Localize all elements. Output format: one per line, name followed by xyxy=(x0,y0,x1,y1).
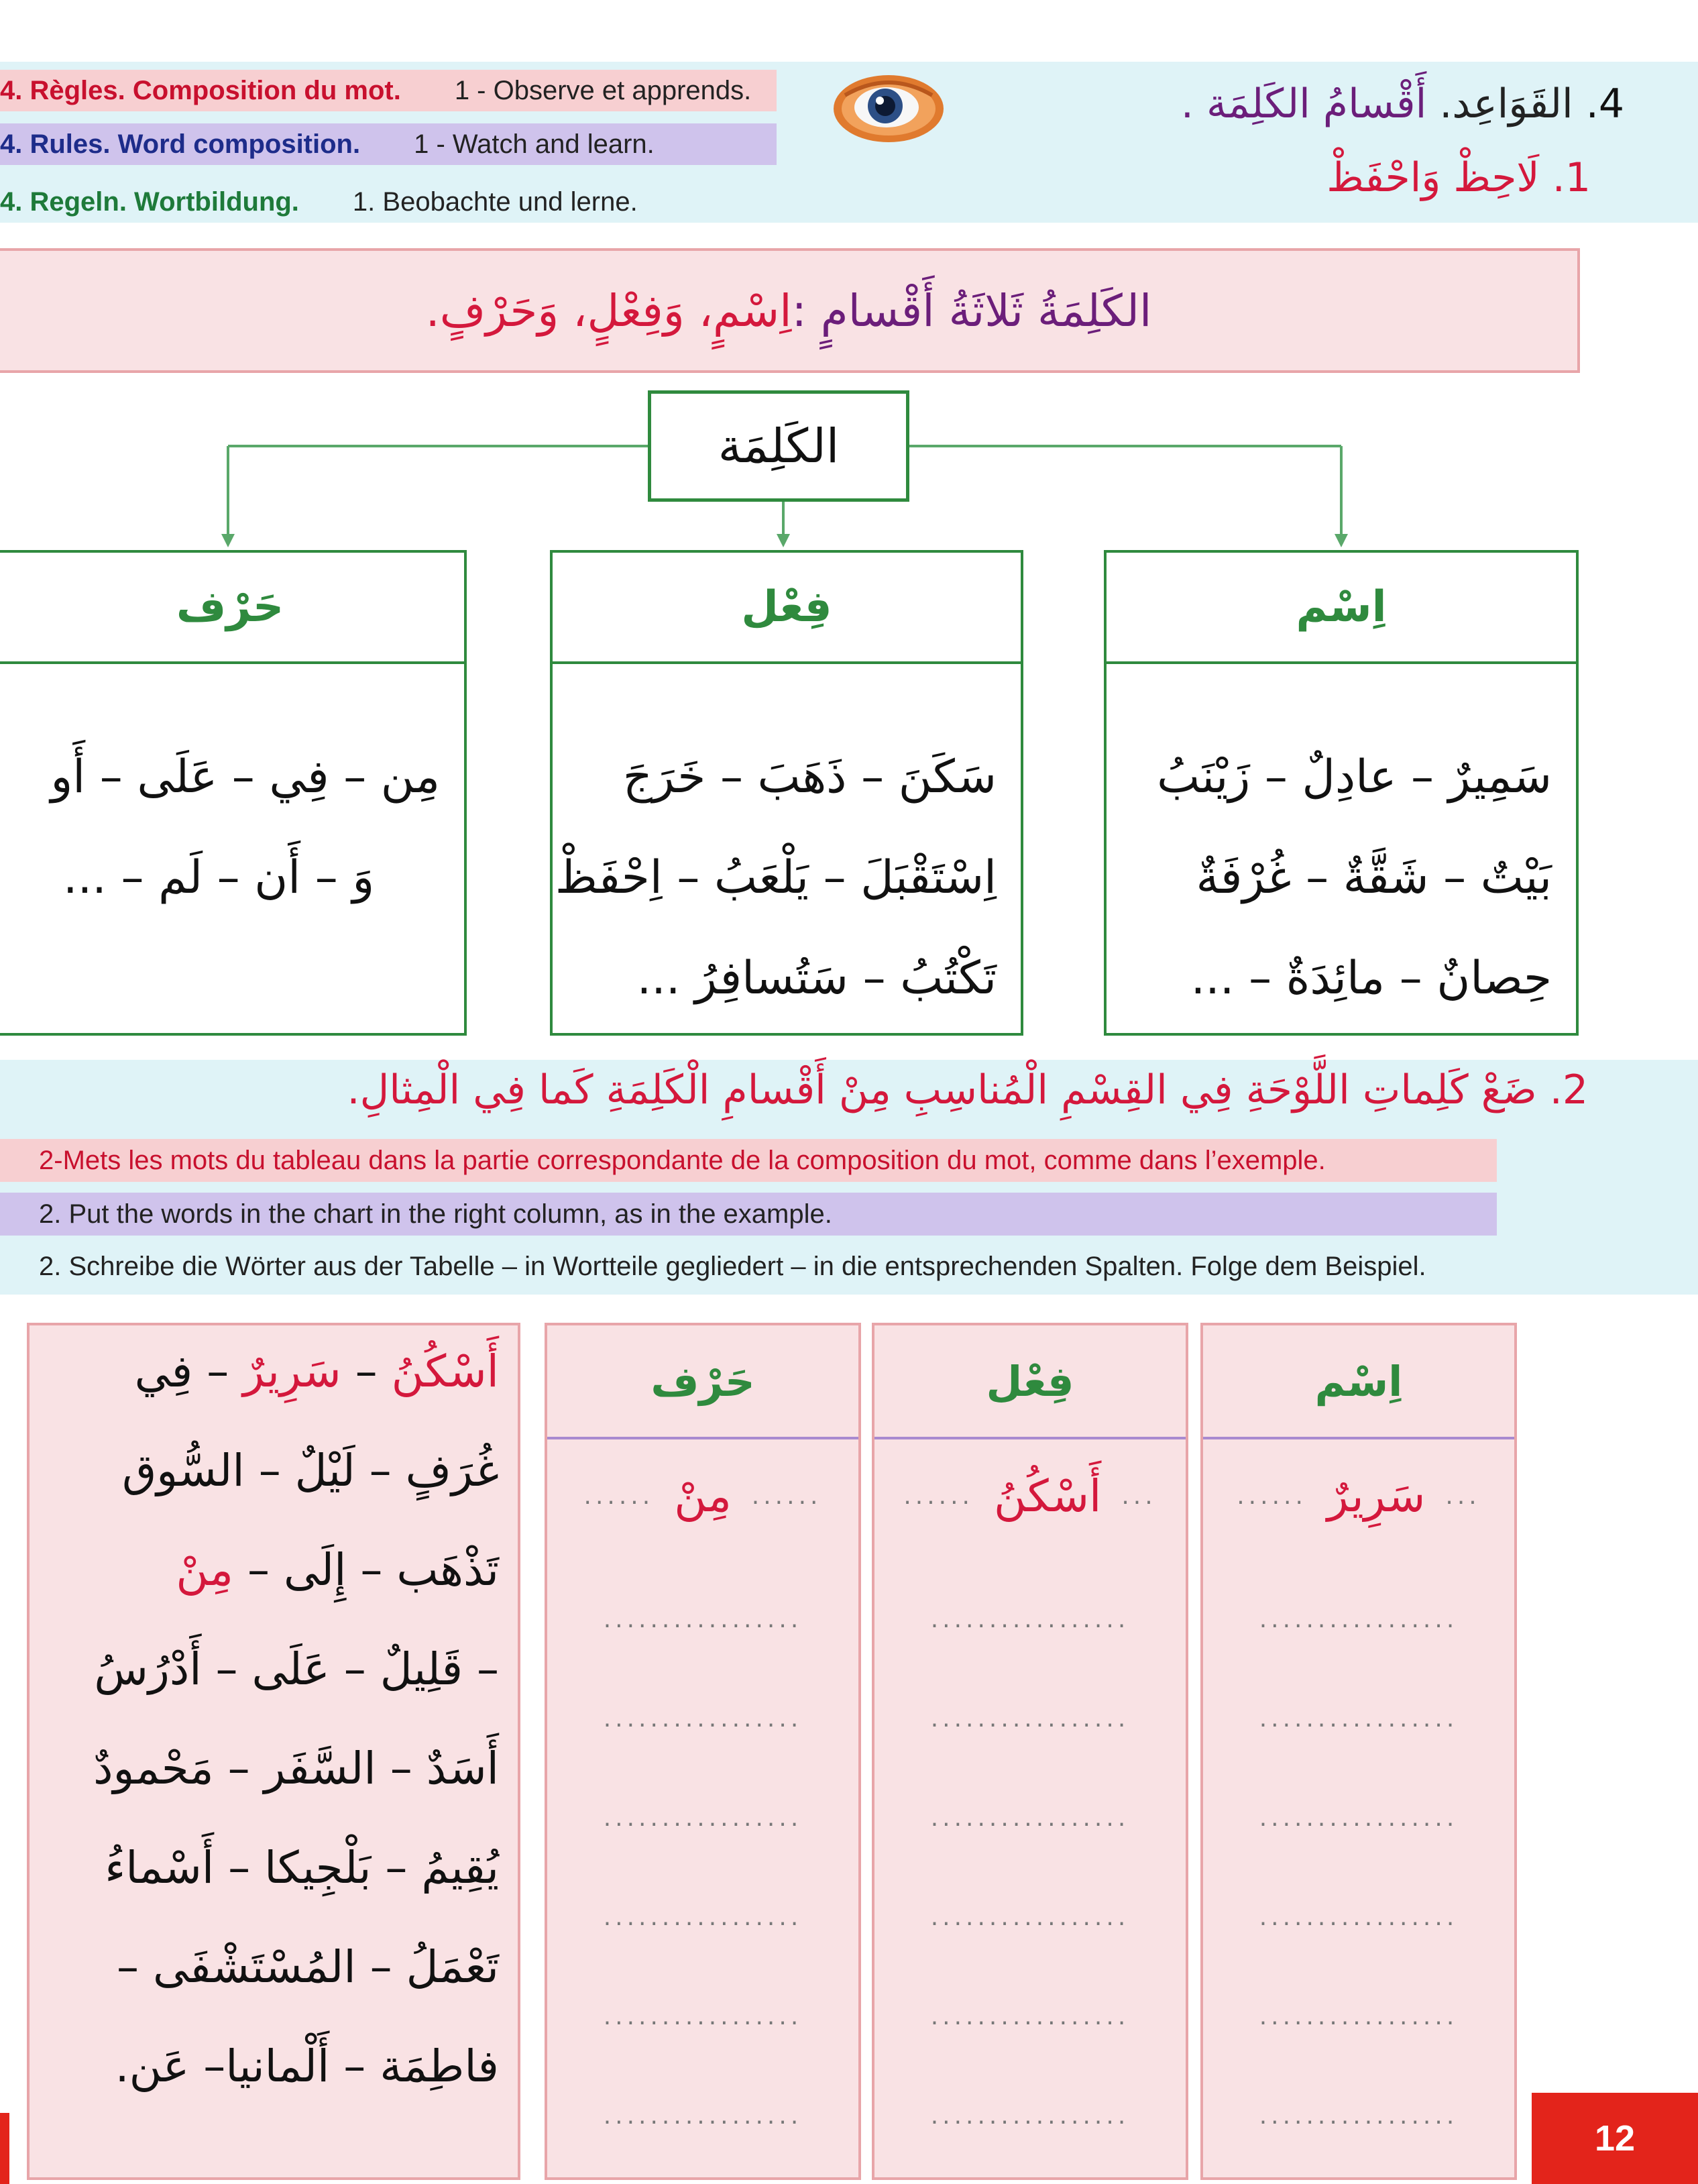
tree-connectors xyxy=(0,0,1698,604)
noun-column-title: اِسْم xyxy=(1107,553,1576,664)
answer-column-verb xyxy=(872,1323,1188,2180)
arabic-subtitle: 1. لَاحِظْ وَاحْفَظْ xyxy=(1326,154,1591,201)
noun-examples-line: سَمِيرٌ – عادِلٌ – زَيْنَبُ xyxy=(1157,751,1552,804)
german-rule: 4. Regeln. Wortbildung. xyxy=(0,186,299,217)
board-separator: – xyxy=(341,1346,392,1397)
particle-column-title: حَرْف xyxy=(0,553,464,664)
dotted-answer-line[interactable]: ................. xyxy=(1259,1705,1459,1733)
rule-text-parts: اِسْمٍ، وَفِعْلٍ، وَحَرْفٍ. xyxy=(425,284,792,337)
word-board-line xyxy=(135,1346,499,1397)
word-board-line: يُقِيمُ – بَلْجِيكا – أَسْماءُ xyxy=(105,1842,499,1894)
dotted-answer-line[interactable]: ................. xyxy=(930,1804,1130,1832)
dotted-blank: ...... xyxy=(1237,1482,1307,1510)
dotted-answer-line[interactable]: ................. xyxy=(603,1606,803,1633)
board-text: – فِي xyxy=(134,1346,243,1397)
answer-column-particle xyxy=(545,1323,861,2180)
word-board-line: أَسَدٌ – السَّفَر – مَحْمودٌ xyxy=(93,1743,499,1794)
particle-column-examples xyxy=(0,664,464,928)
exercise-instruction-english: 2. Put the words in the chart in the right column, as in the example. xyxy=(0,1193,1497,1236)
page-number: 12 xyxy=(1532,2093,1698,2184)
english-rule: 4. Rules. Word composition. xyxy=(0,129,361,159)
page-edge-tab xyxy=(0,2113,9,2184)
dotted-answer-line[interactable]: ................. xyxy=(930,1904,1130,1931)
board-example-particle: مِنْ xyxy=(176,1544,233,1596)
answer-column-particle-title: حَرْف xyxy=(547,1325,858,1439)
answer-example-word: مِنْ xyxy=(674,1470,732,1522)
board-text: تَذْهَب – إِلَى – xyxy=(233,1544,499,1596)
answer-column-verb-title: فِعْل xyxy=(874,1325,1186,1439)
german-instruction: 1. Beobachte und lerne. xyxy=(352,186,638,217)
particle-column xyxy=(0,550,467,1036)
verb-examples-line: اِسْتَقْبَلَ – يَلْعَبُ – اِحْفَظْ xyxy=(555,851,997,904)
answer-example-row xyxy=(1203,1470,1514,1522)
dotted-answer-line[interactable]: ................. xyxy=(603,2003,803,2030)
noun-column-examples xyxy=(1107,664,1576,1029)
dotted-answer-line[interactable]: ................. xyxy=(1259,1804,1459,1832)
dotted-answer-line[interactable]: ................. xyxy=(1259,1904,1459,1931)
dotted-answer-line[interactable]: ................. xyxy=(603,1904,803,1931)
verb-column-examples xyxy=(553,664,1021,1029)
dotted-blank: ...... xyxy=(751,1482,822,1510)
verb-column-title: فِعْل xyxy=(553,553,1021,664)
dotted-answer-line[interactable]: ................. xyxy=(930,2102,1130,2130)
section-title-rules: القَوَاعِد. xyxy=(1439,80,1573,127)
answer-example-row xyxy=(547,1470,858,1522)
word-board-line: غُرَفٍ – لَيْلٌ – السُّوق xyxy=(122,1445,499,1496)
dotted-answer-line[interactable]: ................. xyxy=(930,1705,1130,1733)
dotted-blank: ...... xyxy=(583,1482,655,1510)
rule-text-start: الكَلِمَةُ ثَلاثَةُ أَقْسامٍ : xyxy=(791,284,1152,337)
dotted-answer-line[interactable]: ................. xyxy=(930,1606,1130,1633)
english-instruction: 1 - Watch and learn. xyxy=(414,129,655,159)
word-board-line: فاطِمَة – أَلْمانيا– عَن. xyxy=(115,2040,499,2092)
dotted-answer-line[interactable]: ................. xyxy=(603,1705,803,1733)
answer-column-noun-title: اِسْم xyxy=(1203,1325,1514,1439)
dotted-answer-line[interactable]: ................. xyxy=(1259,2003,1459,2030)
dotted-blank: ...... xyxy=(903,1482,974,1510)
dotted-answer-line[interactable]: ................. xyxy=(603,1804,803,1832)
answer-column-noun xyxy=(1200,1323,1517,2180)
exercise-title-arabic: 2. ضَعْ كَلِماتِ اللَّوْحَةِ فِي القِسْمِ الْمُناسِبِ مِنْ أَقْسامِ الْكَلِمَةِ كَما فِي الْمِثالِ. xyxy=(347,1067,1588,1113)
french-rule: 4. Règles. Composition du mot. xyxy=(0,75,401,105)
board-example-noun: سَرِيرٌ xyxy=(243,1346,341,1397)
tree-root-word: الكَلِمَة xyxy=(648,390,909,502)
word-board-line: تَعْمَلُ – المُسْتَشْفَى – xyxy=(117,1941,499,1993)
answer-example-word: سَرِيرٌ xyxy=(1326,1470,1426,1522)
exercise-instruction-french: 2-Mets les mots du tableau dans la partie correspondante de la composition du mot, comme dans l’exemple. xyxy=(0,1139,1497,1182)
word-board xyxy=(27,1323,520,2180)
dotted-answer-line[interactable]: ................. xyxy=(930,2003,1130,2030)
exercise-instruction-german: 2. Schreibe die Wörter aus der Tabelle – in Wortteile gegliedert – in die entsprechenden Spalten. Folge dem Beispiel. xyxy=(39,1251,1426,1281)
section-number: 4. xyxy=(1585,80,1624,127)
board-example-verb: أَسْكُنُ xyxy=(391,1346,499,1397)
dotted-blank: ... xyxy=(1121,1482,1157,1510)
dotted-blank: ... xyxy=(1445,1482,1481,1510)
noun-column xyxy=(1104,550,1579,1036)
answer-example-row xyxy=(874,1470,1186,1522)
dotted-answer-line[interactable]: ................. xyxy=(603,2102,803,2130)
answer-example-word: أَسْكُنُ xyxy=(994,1470,1102,1522)
verb-examples-line: تَكْتُبُ – سَتُسافِرُ ... xyxy=(636,952,997,1005)
section-title-parts: أَقْسامُ الكَلِمَة . xyxy=(1180,80,1427,127)
noun-examples-line: بَيْتٌ – شَقَّةٌ – غُرْفَةٌ xyxy=(1196,851,1552,904)
noun-examples-line: حِصانٌ – مائِدَةٌ – ... xyxy=(1190,952,1552,1005)
word-board-line xyxy=(176,1544,499,1596)
word-board-line: – قَلِيلٌ – عَلَى – أَدْرُسُ xyxy=(94,1643,499,1695)
particle-examples-line: مِن – فِي – عَلَى – أَو xyxy=(50,751,440,804)
french-instruction: 1 - Observe et apprends. xyxy=(454,75,752,105)
verb-column xyxy=(550,550,1023,1036)
verb-examples-line: سَكَنَ – ذَهَبَ – خَرَجَ xyxy=(622,751,997,804)
dotted-answer-line[interactable]: ................. xyxy=(1259,1606,1459,1633)
particle-examples-line: وَ – أَن – لَم – ... xyxy=(63,851,375,904)
dotted-answer-line[interactable]: ................. xyxy=(1259,2102,1459,2130)
